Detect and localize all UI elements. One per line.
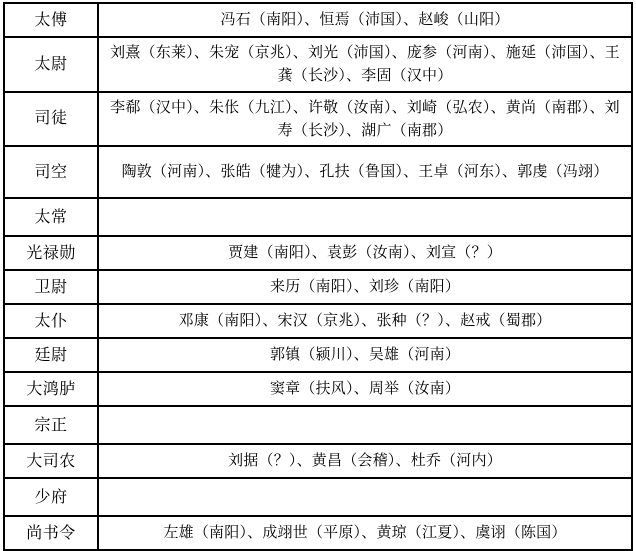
office-name-cell: 少府 [4, 478, 98, 516]
holders-cell: 冯石（南阳）、恒焉（沛国）、赵峻（山阳） [98, 3, 632, 37]
table-row [4, 372, 632, 406]
table-row [4, 444, 632, 478]
table-row [4, 198, 632, 236]
table-row [4, 146, 632, 198]
office-name-cell: 卫尉 [4, 270, 98, 304]
holders-cell [98, 406, 632, 444]
holders-cell: 贾建（南阳）、袁彭（汝南）、刘宣（？） [98, 236, 632, 270]
table-row [4, 304, 632, 338]
holders-cell: 邓康（南阳）、宋汉（京兆）、张种（？）、赵戒（蜀郡） [98, 304, 632, 338]
table-row [4, 92, 632, 147]
table-row [4, 236, 632, 270]
office-name-cell: 尚书令 [4, 516, 98, 550]
holders-cell: 来历（南阳）、刘珍（南阳） [98, 270, 632, 304]
table-row [4, 338, 632, 372]
office-name-cell: 太尉 [4, 37, 98, 92]
holders-cell: 郭镇（颍川）、吴雄（河南） [98, 338, 632, 372]
office-name-cell: 大鸿胪 [4, 372, 98, 406]
table-row [4, 37, 632, 92]
table-row [4, 478, 632, 516]
office-name-cell: 光禄勋 [4, 236, 98, 270]
holders-cell [98, 478, 632, 516]
table-row [4, 406, 632, 444]
holders-cell: 李郗（汉中）、朱伥（九江）、许敬（汝南）、刘崎（弘农）、黄尚（南郡）、刘寿（长沙）、湖广（南郡） [98, 92, 632, 147]
office-name-cell: 司徒 [4, 92, 98, 147]
office-name-cell: 宗正 [4, 406, 98, 444]
office-name-cell: 司空 [4, 146, 98, 198]
officials-table-body [4, 3, 632, 550]
office-name-cell: 太常 [4, 198, 98, 236]
office-name-cell: 太仆 [4, 304, 98, 338]
holders-cell: 刘熹（东莱）、朱宠（京兆）、刘光（沛国）、庞参（河南）、施延（沛国）、王龚（长沙）、李固（汉中） [98, 37, 632, 92]
holders-cell: 左雄（南阳）、成翊世（平原）、黄琼（江夏）、虞诩（陈国） [98, 516, 632, 550]
table-row [4, 516, 632, 550]
office-name-cell: 太傅 [4, 3, 98, 37]
holders-cell: 窦章（扶风）、周举（汝南） [98, 372, 632, 406]
holders-cell [98, 198, 632, 236]
table-row [4, 270, 632, 304]
table-row [4, 3, 632, 37]
officials-table [3, 2, 633, 551]
office-name-cell: 廷尉 [4, 338, 98, 372]
office-name-cell: 大司农 [4, 444, 98, 478]
holders-cell: 陶敦（河南）、张皓（犍为）、孔扶（鲁国）、王卓（河东）、郭虔（冯翊） [98, 146, 632, 198]
holders-cell: 刘据（？）、黄昌（会稽）、杜乔（河内） [98, 444, 632, 478]
